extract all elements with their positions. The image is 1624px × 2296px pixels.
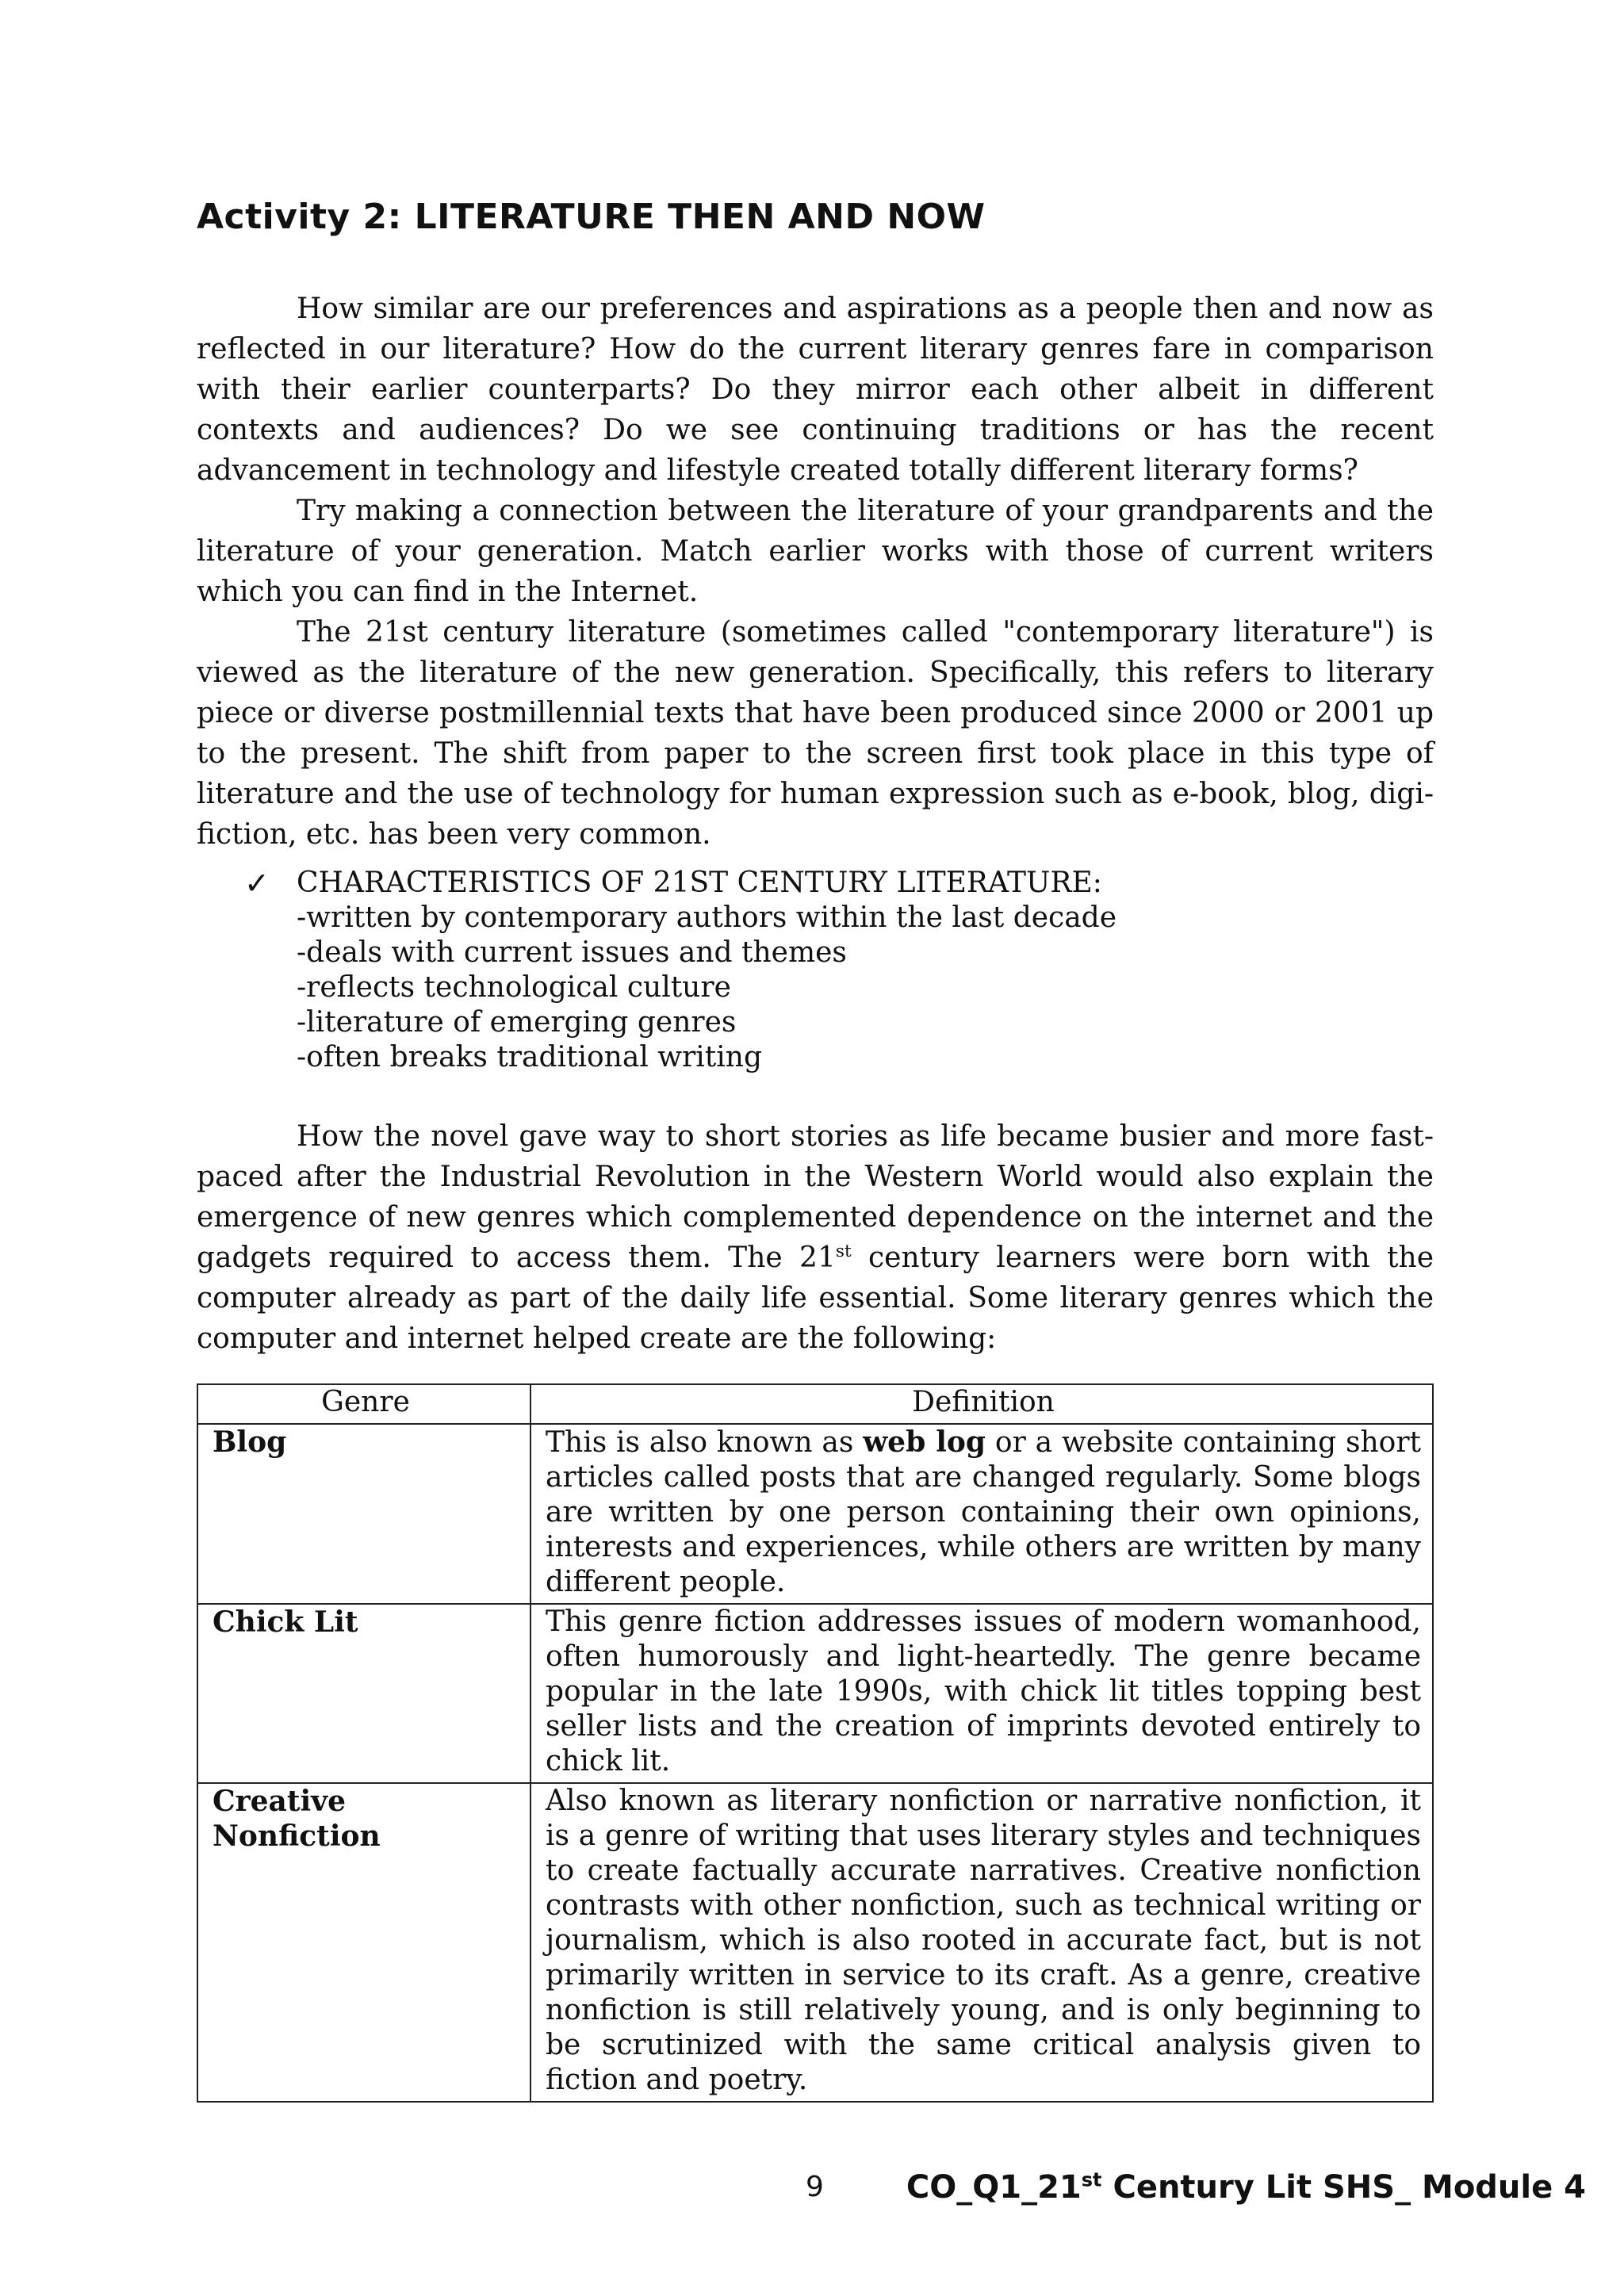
paragraph-2: Try making a connection between the literature of your grandparents and the literature of your generation. Match earlier works with those of current writers which you can find in the Internet. xyxy=(197,495,1434,608)
characteristic-item: -literature of emerging genres xyxy=(297,1006,737,1039)
genre-text: Nonfiction xyxy=(213,1820,381,1853)
table-row xyxy=(197,1424,1433,1604)
definition-text: or a website containing short articles called posts that are changed regularly. Some blogs are written by one person containing their own opinions, interests and experiences, while others are written by many different people. xyxy=(546,1426,1421,1598)
genre-cell xyxy=(197,1783,530,2102)
table-header-row xyxy=(197,1384,1433,1424)
module-code-part-1: CO_Q1_21 xyxy=(906,2169,1082,2206)
intro-section xyxy=(197,289,1434,855)
table-row xyxy=(197,1783,1433,2102)
module-code-part-2: Century Lit SHS_ Module 4 xyxy=(1101,2169,1586,2206)
characteristics-list xyxy=(244,866,1116,1075)
definition-text: This is also known as xyxy=(546,1426,864,1459)
column-header-genre: Genre xyxy=(197,1384,530,1424)
characteristic-item: -often breaks traditional writing xyxy=(297,1041,763,1073)
definition-bold-term: web log xyxy=(863,1425,986,1459)
genre-cell: Blog xyxy=(197,1424,530,1604)
genres-intro-section xyxy=(197,1116,1434,1359)
table-row xyxy=(197,1604,1433,1783)
page-number: 9 xyxy=(806,2171,824,2203)
module-code xyxy=(906,2169,1586,2206)
genre-table xyxy=(197,1383,1434,2103)
characteristics-heading: CHARACTERISTICS OF 21ST CENTURY LITERATURE: xyxy=(297,867,1102,899)
module-code-superscript: st xyxy=(1081,2168,1102,2191)
paragraph-4 xyxy=(197,1116,1434,1359)
characteristic-item: -written by contemporary authors within the last decade xyxy=(297,901,1117,934)
paragraph-1: How similar are our preferences and aspirations as a people then and now as reflected in our literature? How do the current literary genres fare in comparison with their earlier counterparts? Do they mirror each other albeit in different contexts and audiences? Do we see continuing traditions or has the recent advancement in technology and lifestyle created totally different literary forms? xyxy=(197,293,1434,487)
genre-cell: Chick Lit xyxy=(197,1604,530,1783)
superscript-st: st xyxy=(835,1242,852,1261)
definition-cell xyxy=(530,1424,1433,1604)
characteristic-item: -reflects technological culture xyxy=(297,971,731,1004)
paragraph-3: The 21st century literature (sometimes called "contemporary literature") is viewed as the literature of the new generation. Specifically, this refers to literary piece or diverse postmillennial texts that have been produced since 2000 or 2001 up to the present. The shift from paper to the screen first took place in this type of literature and the use of technology for human expression such as e-book, blog, digi-fiction, etc. has been very common. xyxy=(197,616,1434,851)
column-header-definition: Definition xyxy=(530,1384,1433,1424)
activity-title: Activity 2: LITERATURE THEN AND NOW xyxy=(197,197,986,237)
paragraph-4-part-2: century learners were born with the computer already as part of the daily life essential. Some literary genres which the computer and internet helped create are the following: xyxy=(197,1242,1434,1355)
definition-cell: This genre fiction addresses issues of modern womanhood, often humorously and light-heartedly. The genre became popular in the late 1990s, with chick lit titles topping best seller lists and the creation of imprints devoted entirely to chick lit. xyxy=(530,1604,1433,1783)
paragraph-4-part-1: How the novel gave way to short stories as life became busier and more fast-paced after the Industrial Revolution in the Western World would also explain the emergence of new genres which complemented dependence on the internet and the gadgets required to access them. The 21 xyxy=(197,1120,1434,1274)
checkmark-icon: ✓ xyxy=(244,866,270,901)
characteristic-item: -deals with current issues and themes xyxy=(297,936,847,969)
genre-text: Creative xyxy=(213,1785,346,1818)
definition-cell: Also known as literary nonfiction or narrative nonfiction, it is a genre of writing that uses literary styles and techniques to create factually accurate narratives. Creative nonfiction contrasts with other nonfiction, such as technical writing or journalism, which is also rooted in accurate fact, but is not primarily written in service to its craft. As a genre, creative nonfiction is still relatively young, and is only beginning to be scrutinized with the same critical analysis given to fiction and poetry. xyxy=(530,1783,1433,2102)
